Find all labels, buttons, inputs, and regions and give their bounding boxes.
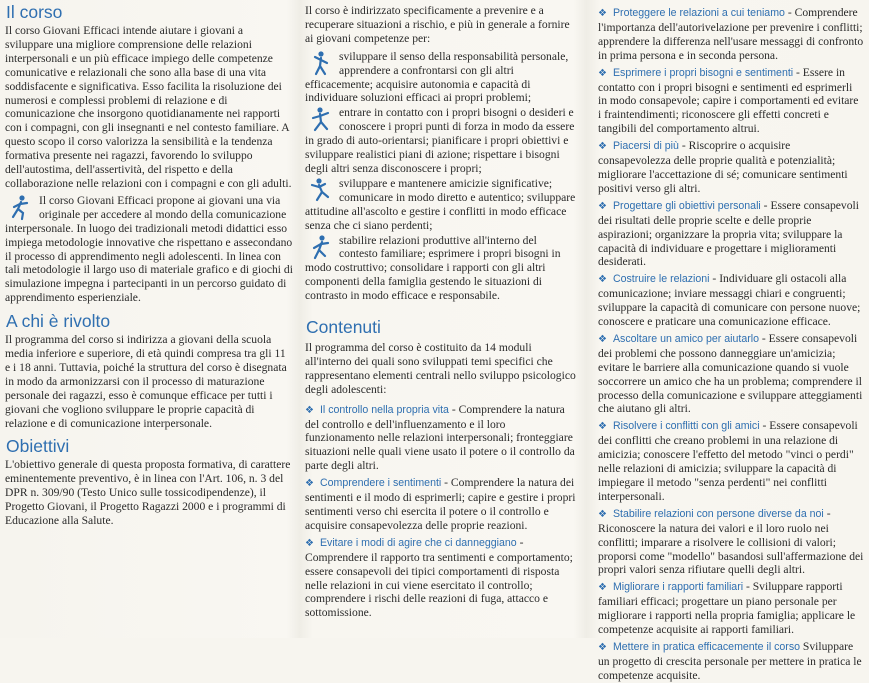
list-item: [305, 476, 577, 533]
list-item-text: entrare in contatto con i propri bisogni o desideri e conoscere i propri punti di forza in modo da essere in grado di auto-orientarsi; pianificare i propri obiettivi e sviluppare realistici piani di azione; rispettare i bisogni degli altri senza disconoscere i propri;: [305, 106, 575, 175]
module-title: Comprendere i sentimenti: [319, 477, 442, 490]
module-text: Sviluppare un progetto di crescita personale per mettere in pratica le competenze acquisite.: [598, 639, 862, 682]
running-figure-icon: [7, 194, 35, 220]
module-title: Risolvere i conflitti con gli amici: [612, 420, 760, 433]
module-title: Mettere in pratica efficacemente il corso: [612, 640, 801, 653]
module-title: Stabilire relazioni con persone diverse da noi: [612, 507, 824, 520]
list-item: [598, 6, 864, 63]
module-text: - Essere consapevoli dei conflitti che creano problemi in una relazione di amicizia; conoscere l'effetto del metodo "vinci o perdi" nelle relazioni di amicizia; sviluppare la capacità di impiegare il metodo "senza perdenti" nei conflitti interpersonali.: [598, 419, 858, 503]
module-text: - Comprendere la natura dei sentimenti e il modo di esprimerli; capire e gestire i propri sentimenti verso chi esercita il potere o il controllo e acquisire consapevolezza delle proprie reazioni.: [305, 476, 576, 532]
module-title: Progettare gli obiettivi personali: [612, 199, 761, 212]
diamond-bullet-icon: ❖: [598, 141, 607, 153]
diamond-bullet-icon: ❖: [598, 582, 607, 594]
list-item: [598, 640, 864, 683]
diamond-bullet-icon: ❖: [598, 67, 607, 79]
list-item-text: sviluppare e mantenere amicizie significative; comunicare in modo diretto e autentico; sviluppare attitudine all'ascolto e gestire i conflitti in modo efficace senza che ci siano perdenti;: [305, 176, 576, 232]
list-item-text: stabilire relazioni produttive all'interno del contesto familiare; esprimere i propri bisogni in modo costruttivo; consolidare i rapporti con gli altri componenti della famiglia gestendo le situazioni di contrasto in modo efficace e responsabile.: [305, 233, 561, 303]
list-item: [598, 199, 864, 270]
list-item: [305, 536, 577, 620]
diamond-bullet-icon: ❖: [598, 200, 607, 212]
diamond-bullet-icon: ❖: [305, 404, 314, 416]
heading-il-corso: Il corso: [6, 2, 63, 22]
list-item: [305, 50, 577, 106]
list-item: [598, 332, 864, 416]
running-figure-icon: [307, 177, 335, 203]
list-item: [305, 177, 577, 233]
list-item: [598, 507, 864, 578]
module-list: [305, 403, 577, 621]
module-title: Ascoltare un amico per aiutarlo: [612, 332, 760, 345]
running-figure-icon: [307, 106, 335, 132]
list-item: [305, 234, 577, 304]
module-text: - Comprendere la natura del controllo e dell'influenzamento e il loro funzionamento nelle relazioni interpersonali; fronteggiare situazioni nelle quali viene usato il potere o il controllo da parte degli altri.: [305, 402, 575, 473]
column-3: [598, 0, 864, 682]
diamond-bullet-icon: ❖: [305, 537, 314, 549]
module-title: Il controllo nella propria vita: [319, 403, 449, 416]
diamond-bullet-icon: ❖: [598, 333, 607, 345]
list-item: [305, 106, 577, 176]
list-item: [598, 66, 864, 137]
module-title: Evitare i modi di agire che ci danneggiano: [319, 536, 517, 549]
column-1: [5, 0, 293, 638]
paragraph-corso-2-text: Il corso Giovani Efficaci propone ai giovani una via originale per accedere al mondo della comunicazione interpersonale. In luogo dei tradizionali metodi didattici esso impiega metodologie innovative che rispettano e assecondano il processo di apprendimento negli adolescenti. In linea con tali metodologie il largo uso di materiale grafico e di giochi di simulazione impegna i partecipanti in un percorso guidato di apprendimento esperienziale.: [5, 193, 293, 305]
module-text: - Riscoprire o acquisire consapevolezza delle proprie qualità e potenzialità; migliorare l'accettazione di sé; comunicare sentimenti positivi verso gli altri.: [598, 139, 848, 195]
column-2: [305, 0, 577, 638]
list-item: [598, 272, 864, 329]
module-text: - Comprendere l'importanza dell'autorivelazione per prevenire i conflitti; apprendere la differenza nell'usare messaggi di confronto in prima persona e in seconda persona.: [598, 6, 864, 62]
module-title: Proteggere le relazioni a cui teniamo: [612, 7, 785, 19]
paragraph-rivolto: Il programma del corso si indirizza a giovani della scuola media inferiore e superiore, di età quindi compresa tra gli 11 e i 18 anni. Tuttavia, poiché la struttura del corso è disegnata in modo da armonizzarsi con il processo di maturazione personale dei ragazzi, esso è comunque efficace per tutti i giovani che vogliono sviluppare le proprie capacità di relazione e di comunicazione interpersonale.: [5, 333, 287, 430]
module-title: Migliorare i rapporti familiari: [612, 581, 744, 594]
diamond-bullet-icon: ❖: [598, 274, 607, 286]
module-list: [598, 6, 864, 683]
module-text: - Essere consapevoli dei risultati delle proprie scelte e delle proprie aspirazioni; organizzare la propria vita; sviluppare la capacità di individuare e progettare i miglioramenti desiderati.: [598, 198, 859, 269]
module-text: - Comprendere il rapporto tra sentimenti e comportamento; essere consapevoli dei tipici comportamenti di risposta nelle relazioni in cui viene esercitato il controllo; comprendere i rischi delle reazioni di fuga, attacco e sottomissione.: [305, 535, 573, 620]
module-title: Esprimere i propri bisogni e sentimenti: [612, 66, 794, 79]
diamond-bullet-icon: ❖: [598, 508, 607, 520]
module-text: - Individuare gli ostacoli alla comunicazione; inviare messaggi chiari e congruenti; sviluppare la capacità di comunicare con persone nuove; conoscere e praticare una comunicazione efficace.: [598, 272, 861, 329]
list-item: [305, 403, 577, 474]
heading-obiettivi: Obiettivi: [6, 436, 70, 457]
running-figure-icon: [307, 234, 335, 260]
module-text: - Riconoscere la natura dei valori e il loro ruolo nei conflitti; imparare a risolvere le collisioni di valori; proporsi come "modello" basandosi sull'affermazione dei propri valori senza rifiutare quelli degli altri.: [598, 506, 864, 577]
running-figure-icon: [307, 50, 335, 76]
module-title: Costruire le relazioni: [612, 273, 710, 286]
list-item: [598, 139, 864, 196]
paragraph-intro: Il corso è indirizzato specificamente a prevenire e a recuperare situazioni a rischio, e più in generale a fornire ai giovani competenze per:: [305, 4, 570, 45]
list-item: [598, 580, 864, 637]
diamond-bullet-icon: ❖: [305, 478, 314, 490]
paragraph-corso-1: Il corso Giovani Efficaci intende aiutare i giovani a sviluppare una migliore comprensione delle relazioni interpersonali e un più efficace impiego delle competenze comunicative e relazionali che sono alla base di una vita soddisfacente e significativa. Esso facilita la risoluzione dei numerosi e complessi problemi di relazione e di comunicazione che insorgono quotidianamente nei rapporti con i compagni, con gli insegnanti e nel contesto familiare. A questo scopo il corso valorizza la sensibilità e la tendenza formativa presente nei ragazzi, favorendo lo sviluppo dell'autostima, dell'assertività, del rispetto e della collaborazione nelle relazioni con i compagni e con gli adulti.: [5, 24, 292, 190]
module-title: Piacersi di più: [612, 140, 679, 153]
module-text: - Sviluppare rapporti familiari efficaci; progettare un piano personale per migliorare i rapporti nella propria famiglia; applicare le competenze acquisite ai rapporti familiari.: [598, 580, 856, 637]
diamond-bullet-icon: ❖: [598, 641, 607, 653]
paragraph-corso-2: [5, 194, 293, 305]
module-text: - Essere consapevoli dei problemi che possono danneggiare un'amicizia; evitare le barriere alla comunicazione quando si vuole soccorrere un amico che ha un problema; comprendere il processo della comunicazione e sviluppare atteggiamenti che aiutano gli altri.: [598, 331, 863, 416]
paragraph-contenuti: Il programma del corso è costituito da 14 moduli all'interno dei quali sono sviluppati temi specifici che rappresentano elementi centrali nello sviluppo psicologico degli adolescenti:: [305, 341, 576, 396]
module-text: - Essere in contatto con i propri bisogni e sentimenti ed esprimerli in modo consapevole; capire i comportamenti ed evitare i fraintendimenti; riconoscere gli effetti concreti e tangibili del comportamento altrui.: [598, 65, 859, 136]
list-item-text: sviluppare il senso della responsabilità personale, apprendere a confrontarsi con gli altri efficacemente; acquisire autonomia e capacità di individuare soluzioni efficaci ai propri problemi;: [305, 49, 569, 105]
diamond-bullet-icon: ❖: [598, 8, 607, 19]
heading-contenuti: Contenuti: [306, 317, 381, 338]
heading-a-chi-e-rivolto: A chi è rivolto: [6, 311, 111, 332]
diamond-bullet-icon: ❖: [598, 421, 607, 433]
list-item: [598, 419, 864, 503]
paragraph-obiettivi: L'obiettivo generale di questa proposta formativa, di carattere eminentemente preventivo, è in linea con l'Art. 106, n. 3 del DPR n. 309/90 (Testo Unico sulle tossicodipendenze), il Progetto Giovani, il Progetto Ragazzi 2000 e i programmi di Educazione alla Salute.: [5, 458, 291, 528]
